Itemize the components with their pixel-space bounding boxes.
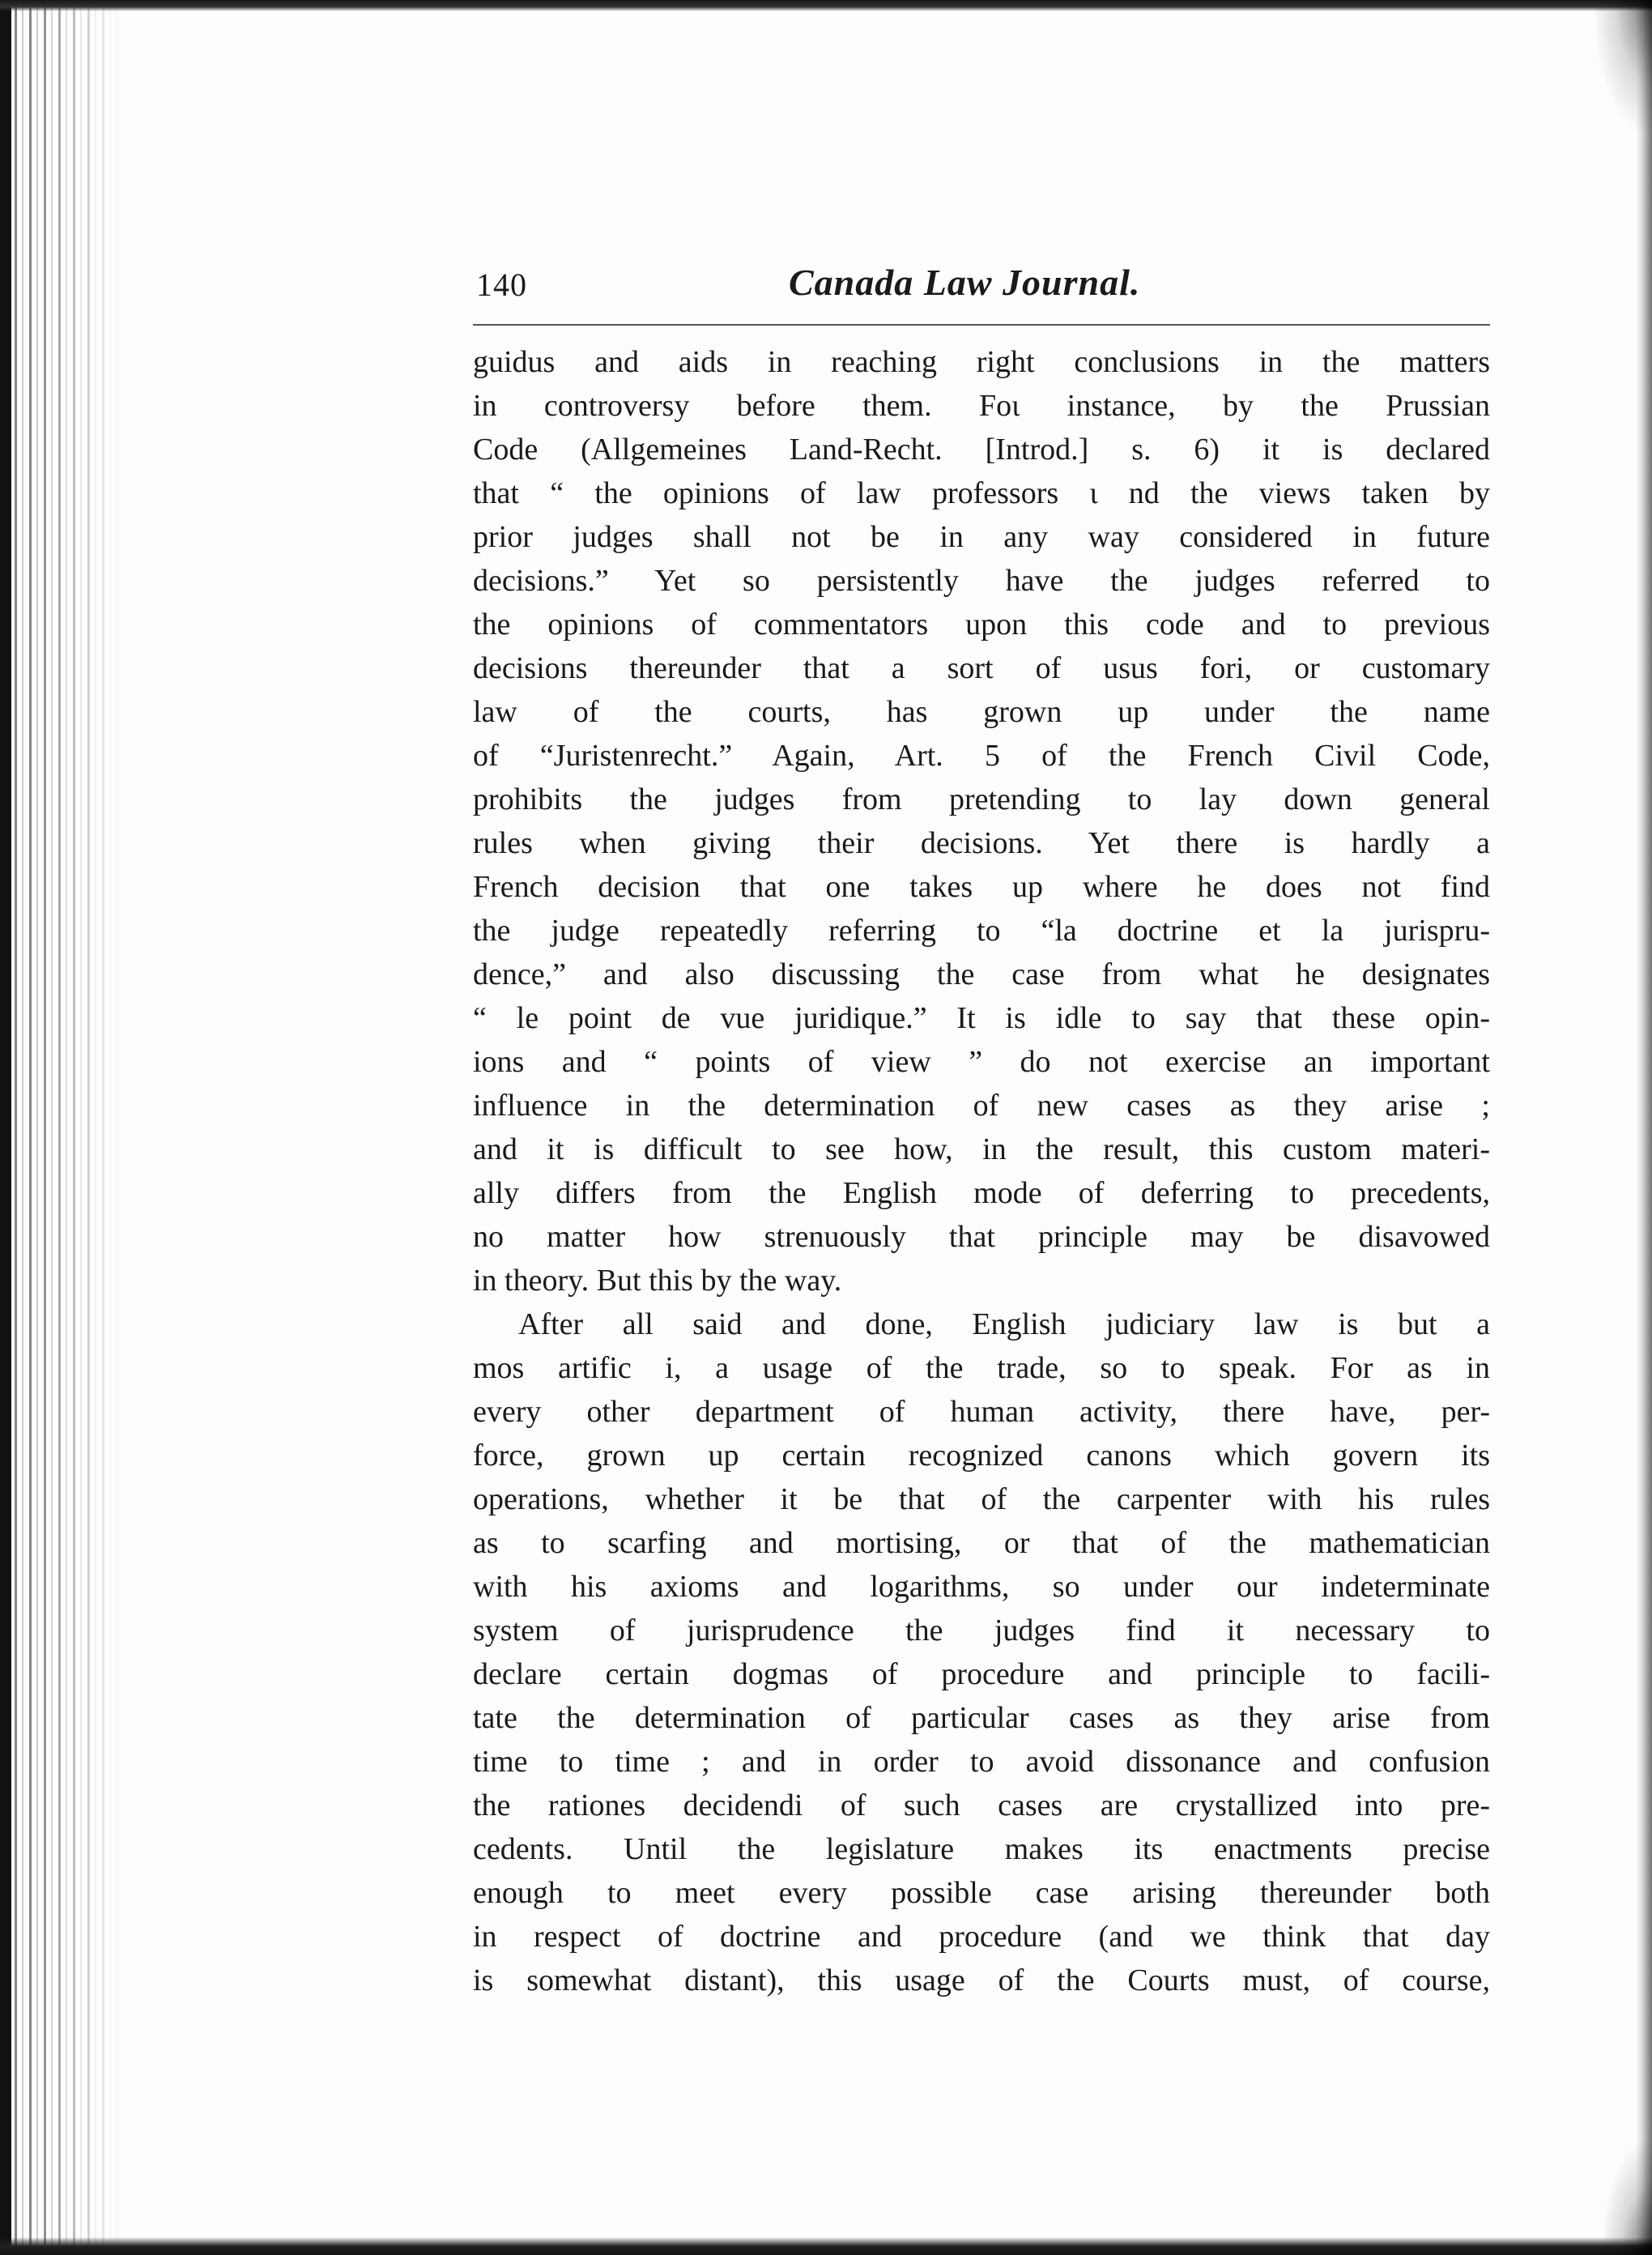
paragraph-start-line: After all said and done, English judiciary law is but a <box>518 1307 1490 1341</box>
corner-bottom-right <box>1603 2142 1652 2255</box>
text-line: enough to meet every possible case arising thereunder both <box>473 1876 1490 1910</box>
text-line: mos artific i, a usage of the trade, so to speak. For as in <box>473 1351 1490 1385</box>
text-line: in controversy before them. Foι instance, by the Prussian <box>473 389 1490 423</box>
text-line: the judge repeatedly referring to “la doctrine et la jurispru- <box>473 914 1490 948</box>
text-line: time to time ; and in order to avoid dissonance and confusion <box>473 1745 1490 1779</box>
right-edge <box>1636 0 1652 2255</box>
text-line: that “ the opinions of law professors ι nd the views taken by <box>473 476 1490 510</box>
corner-top-right <box>1595 0 1652 130</box>
binding-shadow <box>0 0 121 2255</box>
text-line: as to scarfing and mortising, or that of the mathematician <box>473 1526 1490 1560</box>
text-line: tate the determination of particular cases as they arise from <box>473 1701 1490 1735</box>
text-line: law of the courts, has grown up under the name <box>473 695 1490 729</box>
text-line: of “Juristenrecht.” Again, Art. 5 of the French Civil Code, <box>473 739 1490 773</box>
text-line: prior judges shall not be in any way considered in future <box>473 520 1490 554</box>
text-line: decisions.” Yet so persistently have the judges referred to <box>473 564 1490 598</box>
text-line: influence in the determination of new cases as they arise ; <box>473 1089 1490 1123</box>
text-line: guidus and aids in reaching right conclusions in the matters <box>473 345 1490 379</box>
text-line: cedents. Until the legislature makes its enactments precise <box>473 1832 1490 1866</box>
paragraph-end-line: in theory. But this by the way. <box>473 1264 842 1298</box>
top-edge <box>0 0 1652 11</box>
text-line: is somewhat distant), this usage of the Courts must, of course, <box>473 1963 1490 1997</box>
text-line: the rationes decidendi of such cases are crystallized into pre- <box>473 1788 1490 1822</box>
text-line: force, grown up certain recognized canons which govern its <box>473 1439 1490 1473</box>
text-line: no matter how strenuously that principle may be disavowed <box>473 1220 1490 1254</box>
page-number: 140 <box>476 266 527 303</box>
text-line: French decision that one takes up where he does not find <box>473 870 1490 904</box>
body-text <box>473 340 1490 2002</box>
text-line: rules when giving their decisions. Yet there is hardly a <box>473 826 1490 860</box>
text-line: ions and “ points of view ” do not exercise an important <box>473 1045 1490 1079</box>
text-line: with his axioms and logarithms, so under our indeterminate <box>473 1570 1490 1604</box>
text-line: in respect of doctrine and procedure (and we think that day <box>473 1920 1490 1954</box>
bottom-edge <box>0 2237 1652 2255</box>
text-line: operations, whether it be that of the carpenter with his rules <box>473 1482 1490 1516</box>
text-line: Code (Allgemeines Land-Recht. [Introd.] s. 6) it is declared <box>473 433 1490 467</box>
text-line: “ le point de vue juridique.” It is idle to say that these opin- <box>473 1001 1490 1035</box>
text-line: ally differs from the English mode of deferring to precedents, <box>473 1176 1490 1210</box>
journal-title: Canada Law Journal. <box>789 262 1141 303</box>
header-rule <box>473 324 1490 326</box>
text-line: decisions thereunder that a sort of usus fori, or customary <box>473 651 1490 685</box>
text-line: dence,” and also discussing the case from what he designates <box>473 957 1490 991</box>
text-line: prohibits the judges from pretending to lay down general <box>473 782 1490 816</box>
text-line: the opinions of commentators upon this code and to previous <box>473 607 1490 642</box>
text-line: and it is difficult to see how, in the result, this custom materi- <box>473 1132 1490 1166</box>
text-line: every other department of human activity, there have, per- <box>473 1395 1490 1429</box>
text-line: declare certain dogmas of procedure and principle to facili- <box>473 1657 1490 1691</box>
text-line: system of jurisprudence the judges find it necessary to <box>473 1613 1490 1648</box>
running-head <box>473 261 1490 309</box>
left-edge <box>0 0 11 2255</box>
